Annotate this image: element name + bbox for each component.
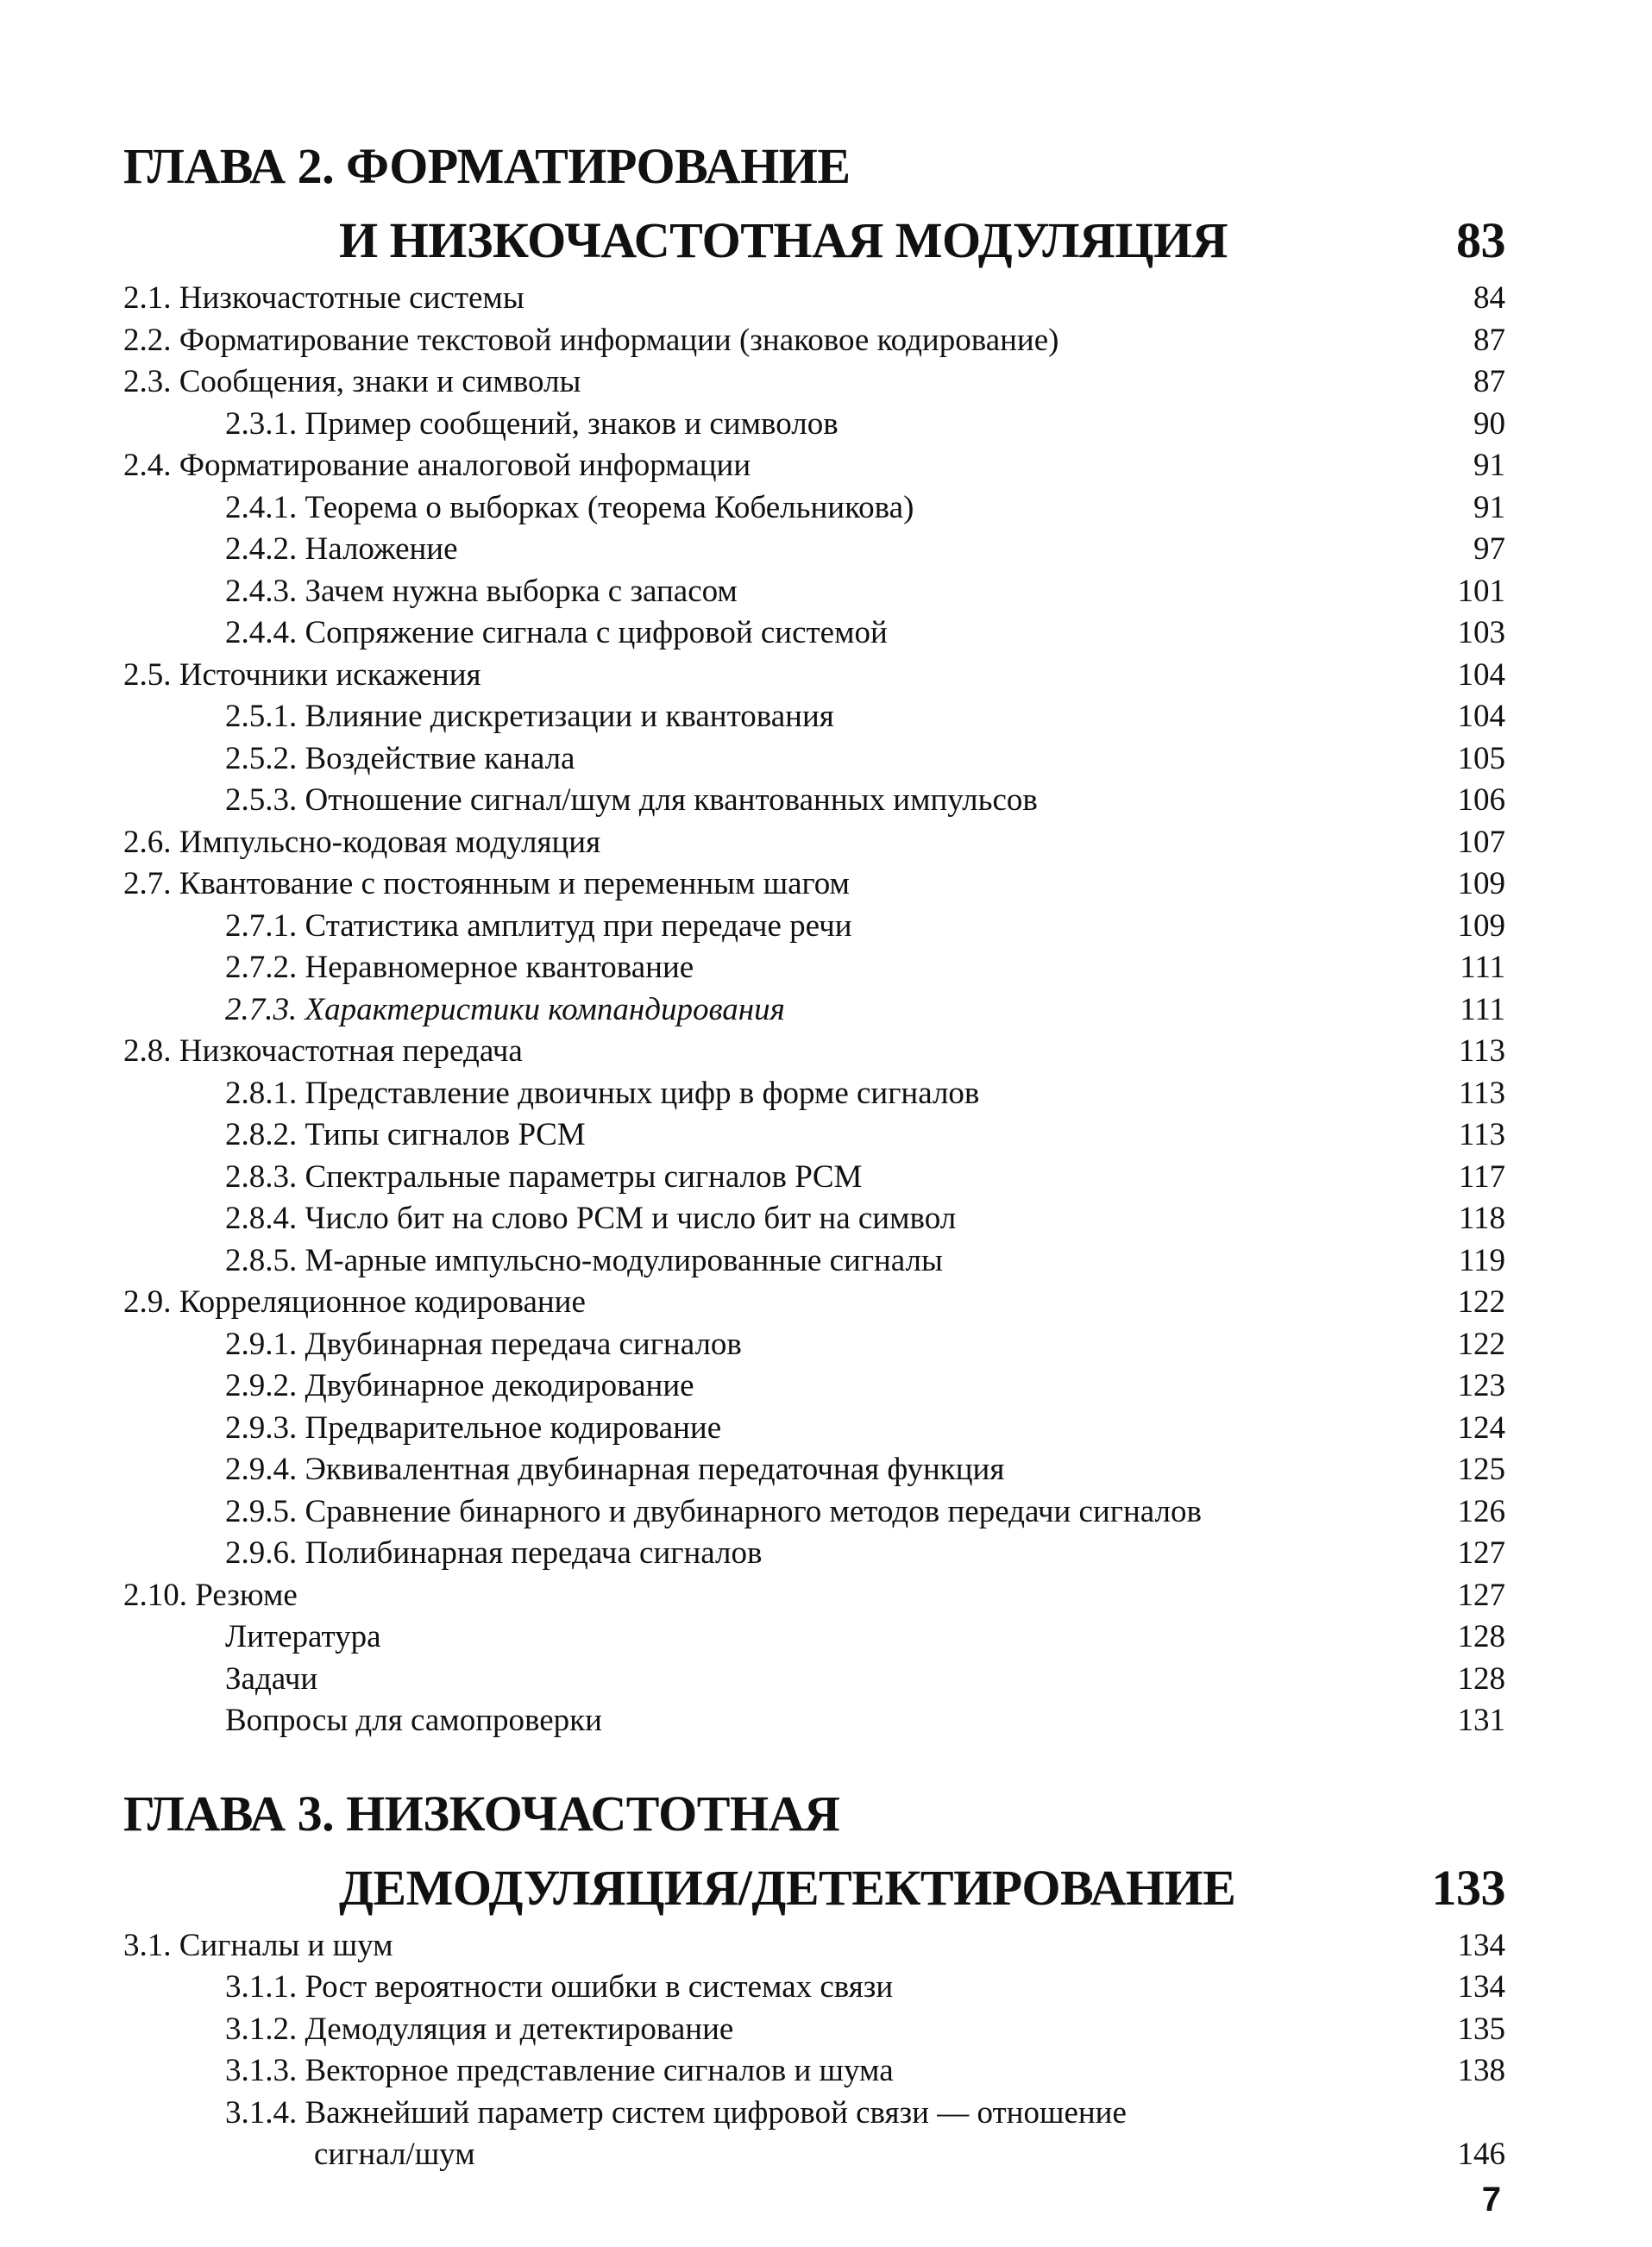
toc-entry-title: 3.1.3. Векторное представление сигналов и шума (225, 2053, 894, 2088)
toc-entry-page: 122 (1457, 1326, 1505, 1362)
toc-entry-title: Литература (225, 1619, 381, 1654)
toc-entry-title: 3.1. Сигналы и шум (123, 1927, 393, 1963)
toc-entry (123, 1659, 1505, 1701)
chapter-3-title-line1: ГЛАВА 3. НИЗКОЧАСТОТНАЯ (123, 1785, 840, 1842)
chapter-3-heading (123, 1777, 1505, 1925)
chapter-2-heading (123, 129, 1505, 278)
toc-entry (123, 947, 1505, 989)
toc-entry-page: 87 (1473, 322, 1505, 358)
toc-entry (123, 612, 1505, 655)
toc-entry (123, 320, 1505, 362)
toc-entry-page: 109 (1457, 866, 1505, 901)
toc-entry-title: 3.1.4. Важнейший параметр систем цифровой связи — отношение (225, 2094, 1127, 2131)
toc-entry-title: 2.3.1. Пример сообщений, знаков и символов (225, 405, 839, 442)
toc-entry-page: 113 (1458, 1117, 1505, 1152)
toc-entry-title: 2.5. Источники искажения (123, 656, 481, 693)
toc-entry (123, 822, 1505, 864)
toc-entry-page: 90 (1473, 405, 1505, 442)
toc-page (123, 129, 1505, 2176)
toc-entry (123, 1491, 1505, 1534)
toc-entry (123, 1925, 1505, 1968)
toc-entry-page: 134 (1457, 1969, 1505, 2005)
toc-entry-page: 128 (1457, 1619, 1505, 1654)
toc-entry (123, 1700, 1505, 1742)
toc-entry-page: 127 (1457, 1535, 1505, 1571)
toc-entry-page: 111 (1460, 991, 1505, 1027)
toc-entry-page: 91 (1473, 489, 1505, 525)
toc-entry (123, 1533, 1505, 1575)
toc-entry-page: 107 (1457, 824, 1505, 860)
toc-entry-page: 128 (1457, 1660, 1505, 1697)
toc-entry-title: 2.8.4. Число бит на слово PCM и число бит на символ (225, 1201, 957, 1236)
toc-entry-title: 2.8. Низкочастотная передача (123, 1033, 523, 1069)
toc-entry (123, 738, 1505, 781)
toc-entry-title: 2.8.1. Представление двоичных цифр в форме сигналов (225, 1075, 980, 1111)
toc-entry (123, 1967, 1505, 2009)
toc-entry-page: 135 (1457, 2011, 1505, 2047)
toc-entry-title: 2.7.2. Неравномерное квантование (225, 950, 694, 985)
toc-entry-page: 105 (1457, 740, 1505, 776)
toc-entry-page: 87 (1473, 364, 1505, 399)
toc-entry-title: 2.9.3. Предварительное кодирование (225, 1409, 722, 1446)
toc-entry-page: 109 (1457, 907, 1505, 944)
toc-entry-title: 3.1.2. Демодуляция и детектирование (225, 2011, 734, 2047)
toc-entry-page: 125 (1457, 1452, 1505, 1487)
toc-entry (123, 529, 1505, 571)
toc-entry (123, 1198, 1505, 1240)
toc-entry (123, 863, 1505, 906)
toc-entry (123, 1282, 1505, 1324)
chapter-2-title-line2: И НИЗКОЧАСТОТНАЯ МОДУЛЯЦИЯ (339, 212, 1228, 268)
toc-entry (123, 1073, 1505, 1115)
toc-entry (123, 2050, 1505, 2093)
toc-entry (123, 1449, 1505, 1491)
toc-entry-page: 127 (1457, 1577, 1505, 1613)
toc-entry-title: Задачи (225, 1660, 318, 1697)
toc-entry-title: 2.5.3. Отношение сигнал/шум для квантованных импульсов (225, 782, 1038, 818)
toc-entry (123, 487, 1505, 530)
chapter-2-page: 83 (1456, 212, 1505, 268)
toc-entry-page: 126 (1457, 1493, 1505, 1529)
toc-entry (123, 1240, 1505, 1283)
toc-entry-page: 134 (1457, 1927, 1505, 1963)
toc-entry-title: 2.7.1. Статистика амплитуд при передаче речи (225, 907, 852, 944)
toc-entry-page: 119 (1458, 1242, 1505, 1278)
toc-entry-page: 113 (1458, 1033, 1505, 1069)
toc-entry (123, 361, 1505, 404)
toc-entry-page: 118 (1458, 1201, 1505, 1236)
toc-entry-page: 84 (1473, 280, 1505, 316)
toc-entry-title: 2.9.5. Сравнение бинарного и двубинарного методов передачи сигналов (225, 1493, 1202, 1529)
toc-entry-title: 2.4.4. Сопряжение сигнала с цифровой системой (225, 615, 888, 650)
toc-entry-page: 122 (1457, 1284, 1505, 1320)
toc-entry (123, 1031, 1505, 1073)
toc-entry-page: 117 (1458, 1158, 1505, 1195)
toc-entry-page: 124 (1457, 1409, 1505, 1446)
toc-entry-page: 104 (1457, 656, 1505, 693)
toc-entry (123, 278, 1505, 320)
toc-entry (123, 571, 1505, 613)
toc-entry (123, 1575, 1505, 1617)
chapter-2-title-line1: ГЛАВА 2. ФОРМАТИРОВАНИЕ (123, 138, 851, 194)
toc-entry-page: 106 (1457, 782, 1505, 818)
toc-entry-title: 2.5.2. Воздействие канала (225, 740, 575, 776)
toc-entry (123, 1114, 1505, 1157)
toc-entry (123, 906, 1505, 948)
toc-entry (123, 2093, 1505, 2176)
toc-entry (123, 1616, 1505, 1659)
chapter-3-entries (123, 1925, 1505, 2176)
toc-entry (123, 780, 1505, 822)
chapter-3-page: 133 (1431, 1859, 1505, 1916)
toc-entry (123, 1324, 1505, 1366)
toc-entry-page: 111 (1460, 950, 1505, 985)
toc-entry-title: 2.4.1. Теорема о выборках (теорема Кобельникова) (225, 489, 914, 525)
toc-entry-page: 103 (1457, 615, 1505, 650)
page-number: 7 (1481, 2181, 1501, 2219)
toc-entry-title: 2.7.3. Характеристики компандирования (225, 991, 785, 1027)
toc-entry-title: 2.8.2. Типы сигналов PCM (225, 1117, 586, 1152)
toc-entry-page: 91 (1473, 448, 1505, 483)
toc-entry-title-continued: сигнал/шум (314, 2137, 475, 2172)
toc-entry-title: 2.9. Корреляционное кодирование (123, 1284, 586, 1320)
toc-entry-title: 2.9.6. Полибинарная передача сигналов (225, 1535, 763, 1571)
chapter-3-title-line2: ДЕМОДУЛЯЦИЯ/ДЕТЕКТИРОВАНИЕ (339, 1859, 1236, 1916)
toc-entry (123, 989, 1505, 1032)
toc-entry-title: 2.5.1. Влияние дискретизации и квантования (225, 699, 834, 734)
toc-entry (123, 404, 1505, 446)
toc-entry (123, 1157, 1505, 1199)
toc-entry (123, 696, 1505, 738)
toc-entry-page: 101 (1457, 573, 1505, 609)
toc-entry-title: 2.3. Сообщения, знаки и символы (123, 364, 581, 399)
toc-entry-page: 131 (1457, 1703, 1505, 1738)
toc-entry-page: 123 (1457, 1368, 1505, 1403)
toc-entry-page: 104 (1457, 699, 1505, 734)
toc-entry-title: 2.8.3. Спектральные параметры сигналов PCM (225, 1158, 863, 1195)
toc-entry-title: 2.6. Импульсно-кодовая модуляция (123, 824, 601, 860)
toc-entry-title: 2.7. Квантование с постоянным и переменным шагом (123, 866, 850, 901)
toc-entry-title: Вопросы для самопроверки (225, 1703, 602, 1738)
toc-entry-title: 2.4.2. Наложение (225, 531, 458, 567)
toc-entry (123, 1408, 1505, 1450)
toc-entry (123, 2009, 1505, 2051)
toc-entry-title: 2.8.5. M-арные импульсно-модулированные сигналы (225, 1242, 943, 1278)
toc-entry-title: 2.2. Форматирование текстовой информации (знаковое кодирование) (123, 322, 1059, 358)
toc-entry-title: 2.9.2. Двубинарное декодирование (225, 1368, 694, 1403)
toc-entry-title: 2.4.3. Зачем нужна выборка с запасом (225, 573, 738, 609)
toc-entry-title: 2.9.4. Эквивалентная двубинарная передаточная функция (225, 1452, 1005, 1487)
toc-entry-page: 138 (1457, 2053, 1505, 2088)
toc-entry (123, 1365, 1505, 1408)
toc-entry (123, 655, 1505, 697)
toc-entry-title: 3.1.1. Рост вероятности ошибки в системах связи (225, 1969, 894, 2005)
toc-entry-title: 2.1. Низкочастотные системы (123, 280, 524, 316)
chapter-2-entries (123, 278, 1505, 1742)
toc-entry-page: 113 (1458, 1075, 1505, 1111)
toc-entry-title: 2.9.1. Двубинарная передача сигналов (225, 1326, 742, 1362)
toc-entry-title: 2.10. Резюме (123, 1577, 298, 1613)
toc-entry (123, 445, 1505, 487)
toc-entry-page: 146 (1457, 2137, 1505, 2172)
toc-entry-page: 97 (1473, 531, 1505, 567)
toc-entry-title: 2.4. Форматирование аналоговой информации (123, 448, 751, 483)
